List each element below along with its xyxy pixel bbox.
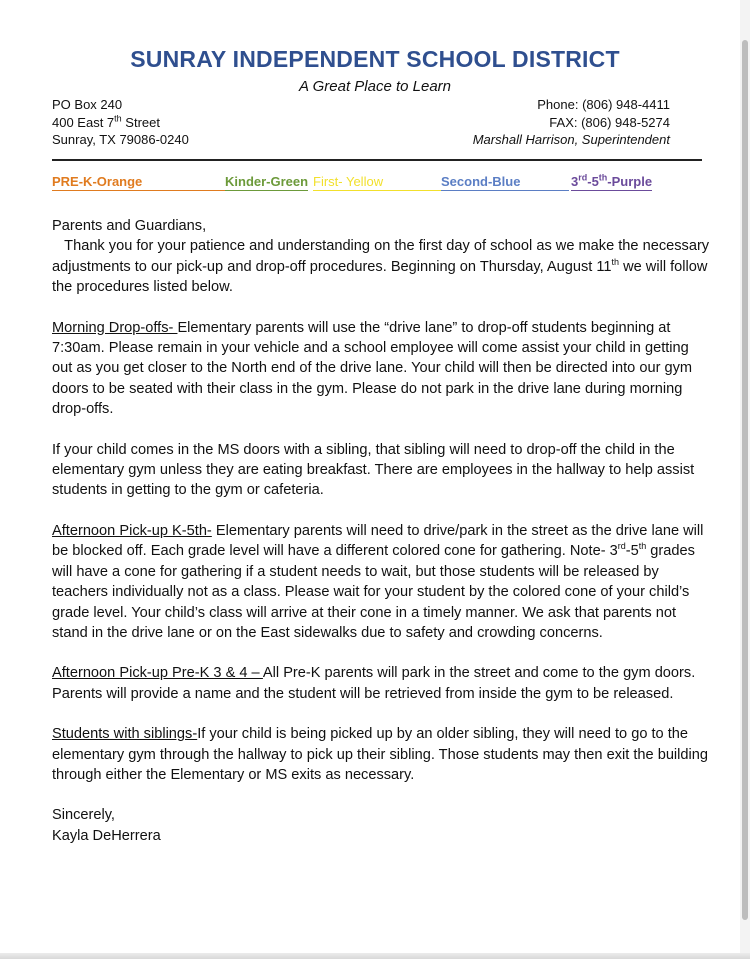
grade-kinder-green: Kinder-Green bbox=[225, 174, 309, 189]
address-line-1: PO Box 240 bbox=[52, 97, 123, 112]
district-title: SUNRAY INDEPENDENT SCHOOL DISTRICT bbox=[130, 46, 620, 72]
letter-body bbox=[52, 216, 712, 846]
grade-prek-orange: PRE-K-Orange bbox=[52, 174, 225, 191]
address-line-2: 400 East 7th Street bbox=[52, 113, 160, 130]
morning-dropoff-paragraph: Morning Drop-offs- Elementary parents will use the “drive lane” to drop-off students beginning at 7:30am. Please remain in your vehicle and a school employee will come assist your child in getting out as you get closer to the North end of the drive lane. Your child will then be directed into our gym doors to be seated with their class in the gym. Please do not park in the drive lane during morning drop-offs. bbox=[52, 319, 693, 418]
grade-3-5-purple: 3rd-5th-Purple bbox=[571, 172, 653, 189]
intro-paragraph: Thank you for your patience and understanding on the first day of school as we make the necessary adjustments to our pick-up and drop-off procedures. Beginning on Thursday, August 11th we will follow the procedures listed below. bbox=[52, 238, 714, 296]
fax-number: FAX: (806) 948-5274 bbox=[549, 114, 670, 130]
vertical-scrollbar[interactable] bbox=[740, 0, 750, 959]
afternoon-prek-heading: Afternoon Pick-up Pre-K 3 & 4 – bbox=[52, 665, 263, 682]
closing: Sincerely, bbox=[52, 807, 115, 824]
ms-doors-paragraph: If your child comes in the MS doors with a sibling, that sibling will need to drop-off the child in the elementary gym unless they are eating breakfast. There are employees in the hallway to help assist students in getting to the gym or cafeteria. bbox=[52, 441, 695, 499]
mailing-address bbox=[52, 96, 189, 149]
superintendent-name: Marshall Harrison, Superintendent bbox=[472, 132, 670, 147]
greeting: Parents and Guardians, bbox=[52, 218, 207, 234]
siblings-heading: Students with siblings- bbox=[52, 726, 198, 743]
grade-first-yellow: First- Yellow bbox=[313, 174, 441, 191]
page-bottom-edge bbox=[0, 953, 750, 959]
address-line-3: Sunray, TX 79086-0240 bbox=[52, 132, 189, 147]
afternoon-k5-heading: Afternoon Pick-up K-5th- bbox=[52, 522, 212, 539]
signature: Kayla DeHerrera bbox=[52, 827, 161, 844]
phone-number: Phone: (806) 948-4411 bbox=[537, 97, 670, 112]
morning-dropoff-heading: Morning Drop-offs- bbox=[52, 319, 178, 336]
siblings-paragraph: Students with siblings-If your child is being picked up by an older sibling, they will need to go to the elementary gym through the hallway to pick up their sibling. Those students may then exit the building through either the Elementary or MS exits as necessary. bbox=[52, 726, 709, 783]
grade-color-legend bbox=[52, 174, 702, 196]
district-tagline: A Great Place to Learn bbox=[298, 78, 452, 95]
contact-info bbox=[473, 96, 670, 149]
scrollbar-thumb[interactable] bbox=[742, 40, 748, 920]
afternoon-prek-paragraph: Afternoon Pick-up Pre-K 3 & 4 – All Pre-K parents will park in the street and come to the gym doors. Parents will provide a name and the student will be retrieved from inside the gym to be released. bbox=[52, 665, 696, 702]
afternoon-k5-paragraph: Afternoon Pick-up K-5th- Elementary parents will need to drive/park in the street as the drive lane will be blocked off. Each grade level will have a different colored cone for gathering. Note- 3rd-5th grades will have a cone for gathering if a student needs to wait, but those students will be released by teachers individually not as a class. Please wait for your student by the colored cone of your child’s grade level. Your child’s class will arrive at their cone in a timely manner. We ask that parents not stand in the drive lane or on the East sidewalks due to safety and crowding concerns. bbox=[52, 522, 704, 641]
grade-second-blue: Second-Blue bbox=[441, 174, 569, 191]
header-divider bbox=[52, 159, 702, 161]
